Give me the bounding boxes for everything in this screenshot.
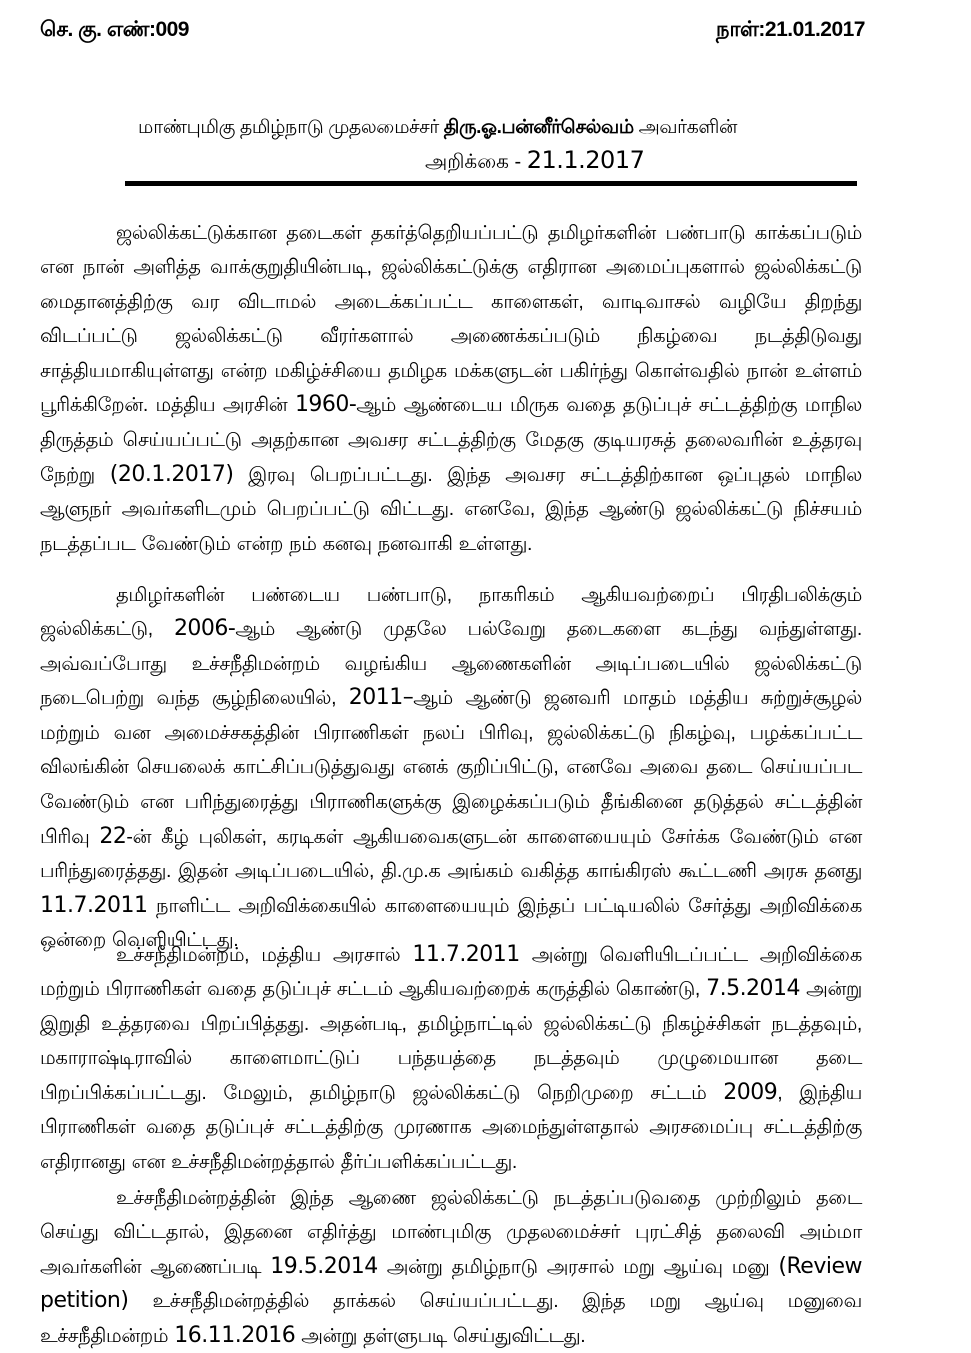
reference-number: செ. கு. எண்:009 [40, 18, 189, 44]
paragraph [40, 1181, 862, 1353]
paragraph [40, 578, 862, 959]
title-line-1 [138, 112, 737, 144]
title-line-2 [425, 144, 644, 178]
numeric-reference: 22 [99, 824, 126, 849]
numeric-reference: 2006- [174, 616, 235, 641]
numeric-reference: 1960- [295, 392, 356, 417]
numeric-reference: 2009 [723, 1080, 777, 1105]
paragraph-text: இரவு பெறப்பட்டது. இந்த அவசர சட்டத்திற்கான ஒப்புதல் மாநில ஆளுநர் அவர்களிடமும் பெறப்பட்டு விட்டது. எனவே, இந்த ஆண்டு ஜல்லிக்கட்டு நிச்சயம் நடத்தப்பட வேண்டும் என்ற நம் கனவு நனவாகி உள்ளது. [40, 464, 862, 555]
statement-date: 21.1.2017 [527, 146, 645, 174]
paragraph-text: உச்சநீதிமன்றம், மத்திய அரசால் [116, 944, 412, 966]
paragraph-text: அன்று தள்ளுபடி செய்துவிட்டது. [295, 1325, 585, 1347]
statement-label: அறிக்கை - [425, 151, 527, 173]
title-suffix: அவர்களின் [634, 117, 737, 138]
chief-minister-name: திரு.ஓ.பன்னீர்செல்வம் [444, 117, 634, 138]
paragraph-text: உச்சநீதிமன்றத்தில் தாக்கல் செய்யப்பட்டது. இந்த மறு ஆய்வு மனுவை உச்சநீதிமன்றம் [40, 1290, 862, 1347]
paragraph [40, 216, 862, 562]
paragraph-text: அன்று தமிழ்நாடு அரசால் மறு ஆய்வு மனு [378, 1256, 779, 1278]
numeric-reference: 7.5.2014 [706, 976, 800, 1001]
paragraph-text: ஆம் ஆண்டு ஜனவரி மாதம் மத்திய சுற்றுச்சூழல் மற்றும் வன அமைச்சகத்தின் பிராணிகள் நலப் பிரிவு, ஜல்லிக்கட்டு நிகழ்வு, பழக்கப்பட்ட விலங்கின் செயலைக் காட்சிப்படுத்துவது எனக் குறிப்பிட்டு, எனவே அவை தடை செய்யப்பட வேண்டும் என பரிந்துரைத்து பிராணிகளுக்கு இழைக்கப்படும் தீங்கினை தடுத்தல் சட்டத்தின் பிரிவு [40, 687, 862, 847]
paragraph-text: அன்று இறுதி உத்தரவை பிறப்பித்தது. அதன்படி, தமிழ்நாட்டில் ஜல்லிக்கட்டு நிகழ்ச்சிகள் நடத்தவும், மகாராஷ்டிராவில் காளைமாட்டுப் பந்தயத்தை நடத்தவும் முழுமையான தடை பிறப்பிக்கப்பட்டது. மேலும், தமிழ்நாடு ஜல்லிக்கட்டு நெறிமுறை சட்டம் [40, 978, 862, 1104]
paragraph [40, 938, 862, 1180]
paragraph-text: ஜல்லிக்கட்டுக்கான தடைகள் தகர்த்தெறியப்பட்டு தமிழர்களின் பண்பாடு காக்கப்படும் என நான் அளித்த வாக்குறுதியின்படி, ஜல்லிக்கட்டுக்கு எதிரான அமைப்புகளால் ஜல்லிக்கட்டு மைதானத்திற்கு வர விடாமல் அடைக்கப்பட்ட காளைகள், வாடிவாசல் வழியே திறந்து விடப்பட்டு ஜல்லிக்கட்டு வீரர்களால் அணைக்கப்படும் நிகழ்வை நடத்திடுவது சாத்தியமாகியுள்ளது என்ற மகிழ்ச்சியை தமிழக மக்களுடன் பகிர்ந்து கொள்வதில் நான் உள்ளம் பூரிக்கிறேன். மத்திய அரசின் [40, 222, 862, 417]
title-prefix: மாண்புமிகு தமிழ்நாடு முதலமைச்சர் [138, 117, 444, 138]
numeric-reference: 2011– [349, 685, 414, 710]
release-date: நாள்:21.01.2017 [716, 18, 865, 44]
numeric-reference: 11.7.2011 [40, 893, 147, 918]
paragraph-text: நாளிட்ட அறிவிக்கையில் காளையையும் இந்தப் பட்டியலில் சேர்த்து அறிவிக்கை ஒன்றை வெளியிட்டது. [40, 895, 862, 952]
title-divider [125, 181, 857, 186]
numeric-reference: 19.5.2014 [270, 1254, 377, 1279]
numeric-reference: 11.7.2011 [412, 942, 519, 967]
paragraph-text: -ன் கீழ் புலிகள், கரடிகள் ஆகியவைகளுடன் காளையையும் சேர்க்க வேண்டும் என பரிந்துரைத்தது. இதன் அடிப்படையில், தி.மு.க அங்கம் வகித்த காங்கிரஸ் கூட்டணி அரசு தனது [40, 826, 862, 883]
paragraph-text: உச்சநீதிமன்றத்தின் இந்த ஆணை ஜல்லிக்கட்டு நடத்தப்படுவதை முற்றிலும் தடை செய்து விட்டதால், இதனை எதிர்த்து மாண்புமிகு முதலமைச்சர் புரட்சித் தலைவி அம்மா அவர்களின் ஆணைப்படி [40, 1187, 862, 1278]
numeric-reference: 16.11.2016 [174, 1323, 295, 1348]
paragraph-text: , இந்திய பிராணிகள் வதை தடுப்புச் சட்டத்திற்கு முரணாக அமைந்துள்ளதால் அரசமைப்பு சட்டத்திற்கு எதிரானது என உச்சநீதிமன்றத்தால் தீர்ப்பளிக்கப்பட்டது. [40, 1082, 862, 1173]
paragraph-text: ஆம் ஆண்டைய மிருக வதை தடுப்புச் சட்டத்திற்கு மாநில திருத்தம் செய்யப்பட்டு அதற்கான அவசர சட்டத்திற்கு மேதகு குடியரசுத் தலைவரின் உத்தரவு நேற்று [40, 394, 862, 485]
paragraph-text: தமிழர்களின் பண்டைய பண்பாடு, நாகரிகம் ஆகியவற்றைப் பிரதிபலிக்கும் ஜல்லிக்கட்டு, [40, 584, 862, 641]
numeric-reference: (20.1.2017) [110, 462, 234, 487]
paragraph-text: அன்று வெளியிடப்பட்ட அறிவிக்கை மற்றும் பிராணிகள் வதை தடுப்புச் சட்டம் ஆகியவற்றைக் கருத்தில் கொண்டு, [40, 944, 862, 1001]
numeric-reference: (Review petition) [40, 1254, 862, 1314]
paragraph-text: ஆம் ஆண்டு முதலே பல்வேறு தடைகளை கடந்து வந்துள்ளது. அவ்வப்போது உச்சநீதிமன்றம் வழங்கிய ஆணைகளின் அடிப்படையில் ஜல்லிக்கட்டு நடைபெற்று வந்த சூழ்நிலையில், [40, 618, 862, 709]
